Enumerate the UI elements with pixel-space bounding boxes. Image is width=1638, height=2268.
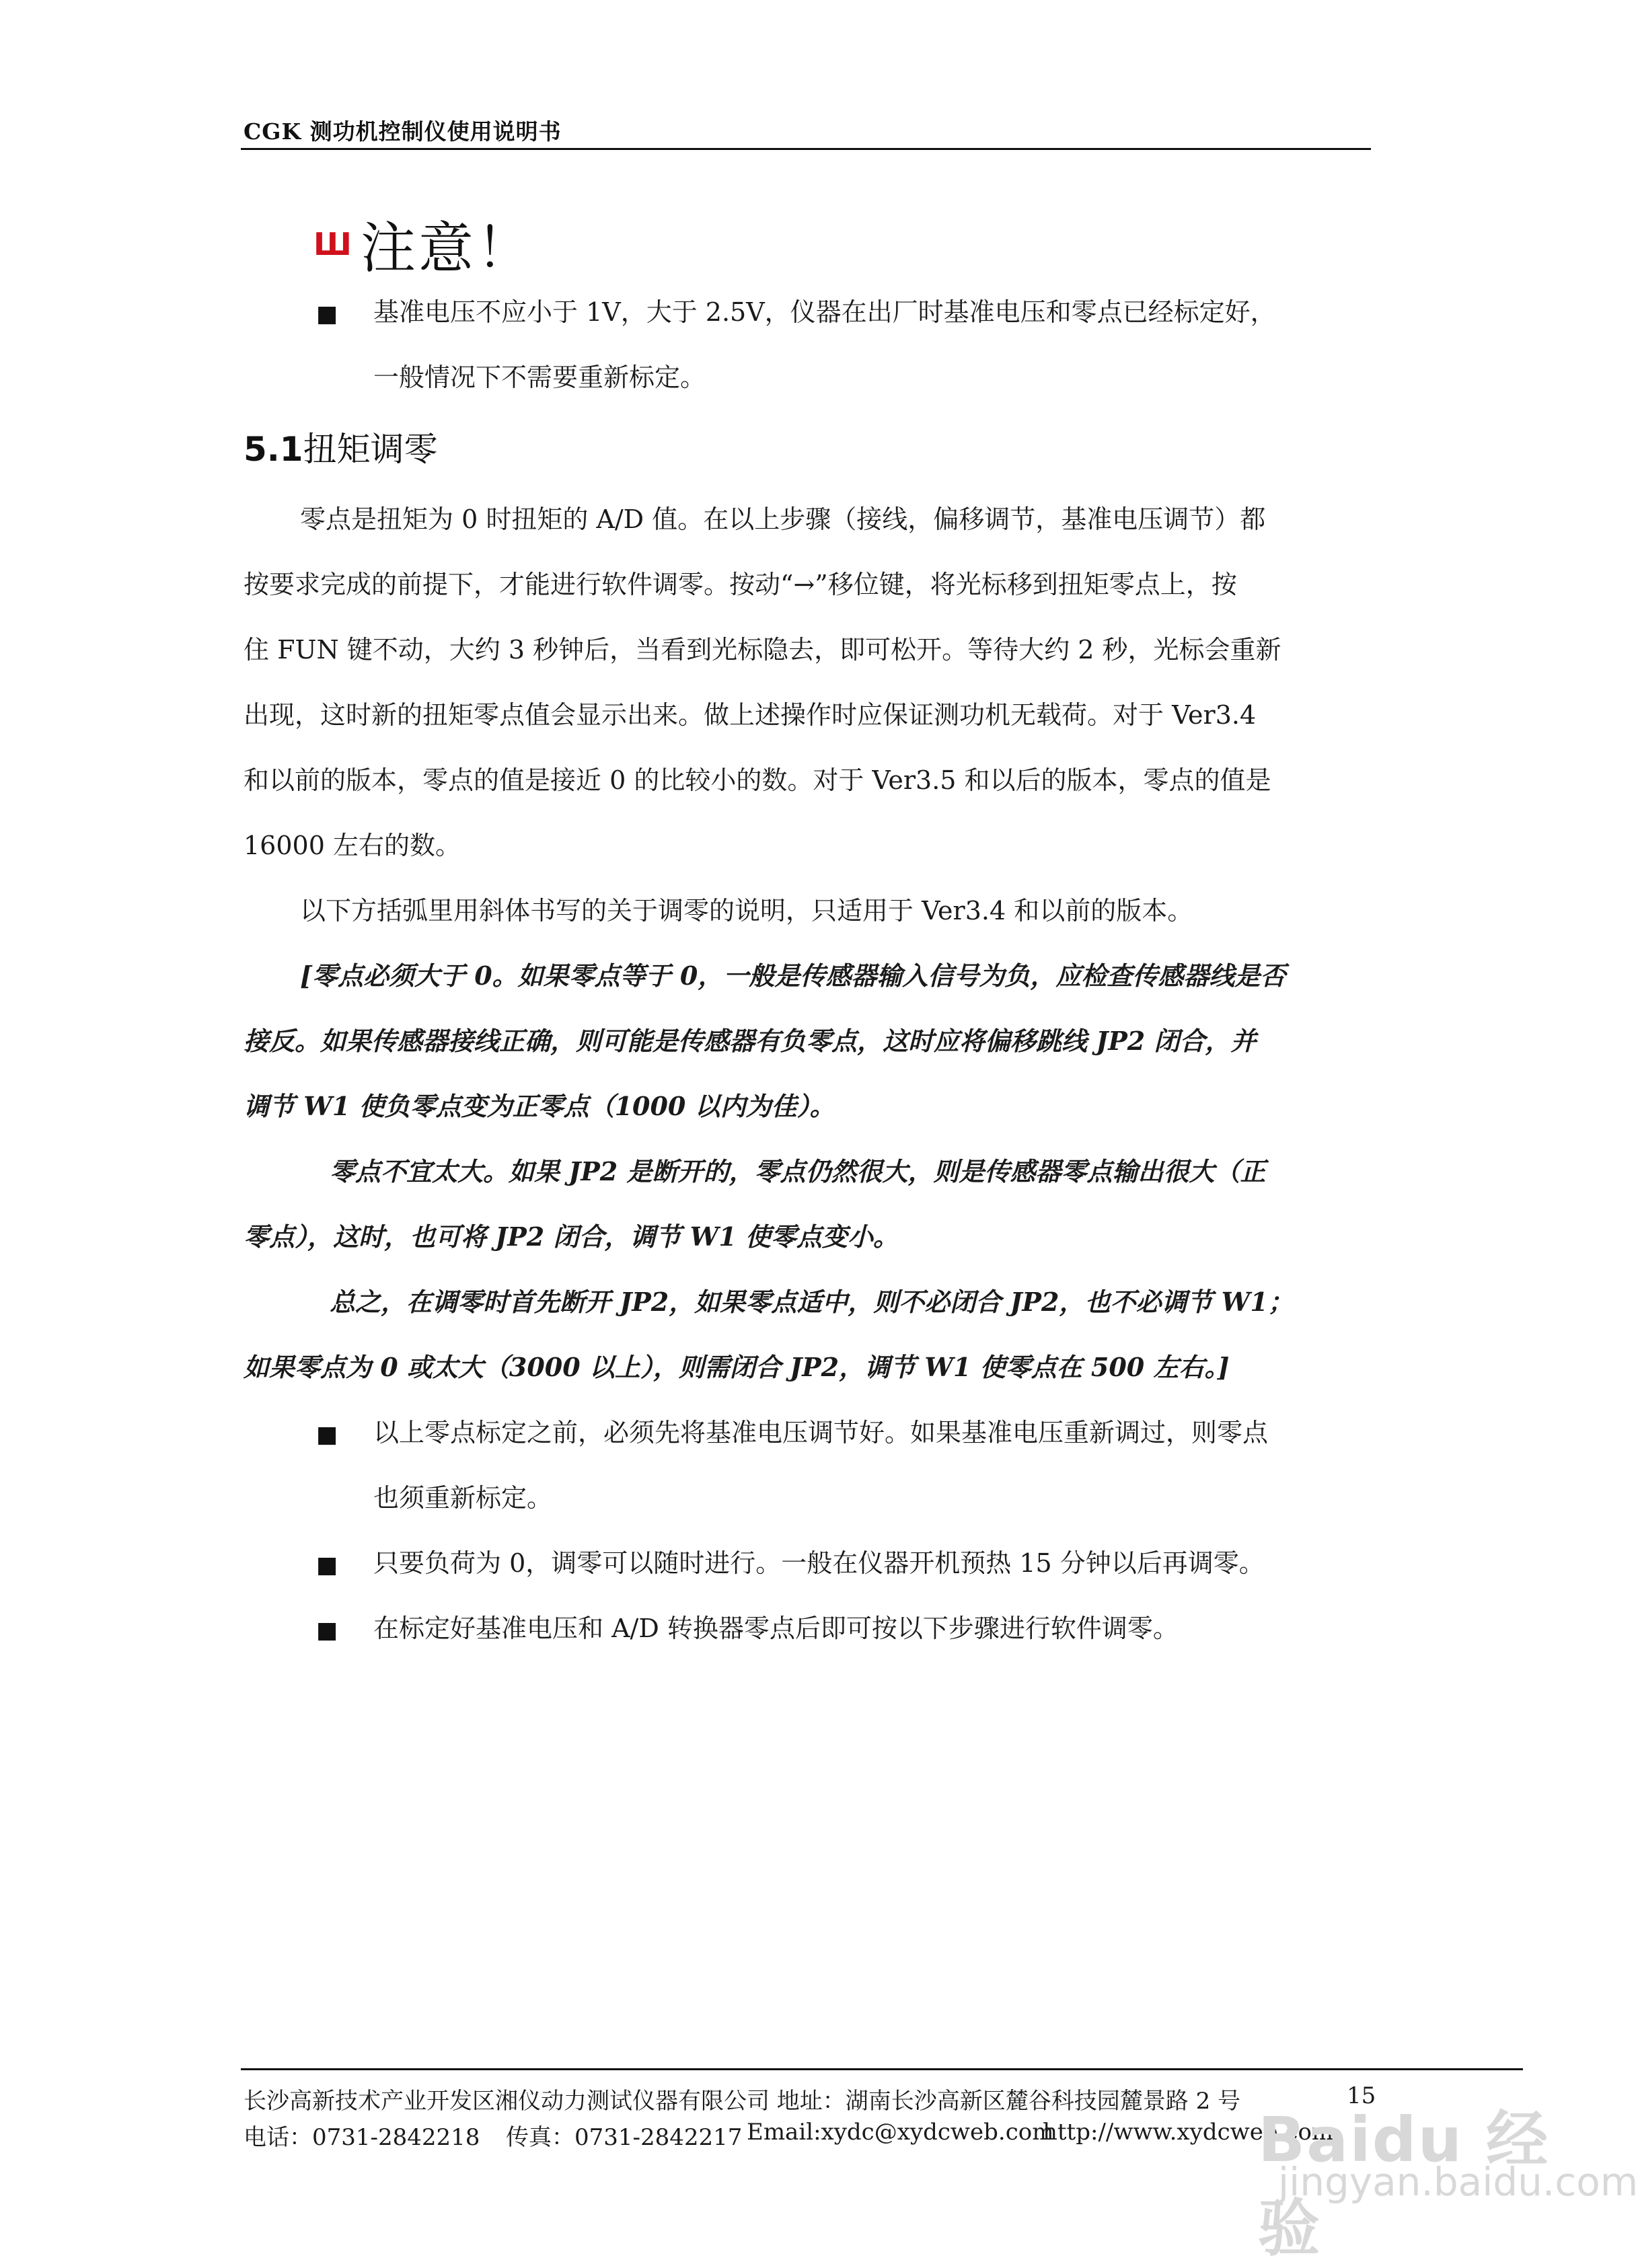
italic-note-line: 零点不宜太大。如果 JP2 是断开的，零点仍然很大，则是传感器零点输出很大（正 — [330, 1156, 1266, 1186]
footer-url[interactable]: http://www.xydcweb.com — [1043, 2119, 1334, 2146]
warning-icon: Ш — [313, 226, 352, 262]
bullet-square-icon: ■ — [316, 1617, 338, 1644]
bullet-square-icon: ■ — [316, 301, 338, 328]
bullet-square-icon: ■ — [316, 1552, 338, 1579]
bullet-text: 在标定好基准电压和 A/D 转换器零点后即可按以下步骤进行软件调零。 — [373, 1614, 1179, 1643]
bullet-square-icon: ■ — [316, 1421, 338, 1448]
watermark-url: jingyan.baidu.com — [1278, 2159, 1638, 2205]
header-divider — [241, 148, 1371, 150]
warning-title: 注意！ — [361, 217, 535, 280]
paragraph-line: 16000 左右的数。 — [244, 831, 461, 860]
footer-company-address: 长沙高新技术产业开发区湘仪动力测试仪器有限公司 地址：湖南长沙高新区麓谷科技园麓景路 2 号 — [244, 2088, 1241, 2115]
section-heading — [244, 422, 438, 471]
footer-email[interactable]: Email:xydc@xydcweb.com — [747, 2119, 1054, 2146]
bullet-text: 以上零点标定之前，必须先将基准电压调节好。如果基准电压重新调过，则零点 — [373, 1418, 1269, 1447]
italic-note-line: 零点），这时，也可将 JP2 闭合，调节 W1 使零点变小。 — [244, 1221, 899, 1252]
bullet-text: 也须重新标定。 — [373, 1483, 553, 1513]
italic-note-line: [零点必须大于 0。如果零点等于 0，一般是传感器输入信号为负，应检查传感器线是否 — [300, 960, 1286, 991]
italic-note-line: 调节 W1 使负零点变为正零点（1000 以内为佳）。 — [244, 1091, 835, 1121]
section-title: 扭矩调零 — [303, 430, 438, 469]
footer-phone: 电话：0731-2842218 — [244, 2124, 480, 2151]
baidu-jingyan-watermark-logo: Baidu 经验 — [1258, 2104, 1550, 2265]
italic-note-line: 如果零点为 0 或太大（3000 以上），则需闭合 JP2，调节 W1 使零点在 500 左右。] — [244, 1352, 1230, 1382]
paragraph-line: 和以前的版本，零点的值是接近 0 的比较小的数。对于 Ver3.5 和以后的版本，零点的值是 — [244, 765, 1271, 795]
page-number: 15 — [1347, 2082, 1376, 2109]
footer-fax: 传真：0731-2842217 — [506, 2124, 743, 2151]
italic-note-line: 接反。如果传感器接线正确，则可能是传感器有负零点，这时应将偏移跳线 JP2 闭合，并 — [244, 1026, 1257, 1056]
note-line: 一般情况下不需要重新标定。 — [373, 363, 706, 392]
paragraph-line: 出现，这时新的扭矩零点值会显示出来。做上述操作时应保证测功机无载荷。对于 Ver3.4 — [244, 700, 1257, 730]
document-header-title: CGK 测功机控制仪使用说明书 — [244, 118, 562, 145]
bullet-text: 只要负荷为 0，调零可以随时进行。一般在仪器开机预热 15 分钟以后再调零。 — [373, 1548, 1265, 1578]
paragraph-line: 按要求完成的前提下，才能进行软件调零。按动“→”移位键，将光标移到扭矩零点上，按 — [244, 570, 1237, 599]
paragraph-line: 住 FUN 键不动，大约 3 秒钟后，当看到光标隐去，即可松开。等待大约 2 秒，光标会重新 — [244, 635, 1281, 665]
paragraph-line: 零点是扭矩为 0 时扭矩的 A/D 值。在以上步骤（接线，偏移调节，基准电压调节）都 — [300, 504, 1266, 534]
italic-note-line: 总之，在调零时首先断开 JP2，如果零点适中，则不必闭合 JP2，也不必调节 W1； — [330, 1287, 1294, 1317]
footer-divider — [241, 2068, 1523, 2070]
section-number: 5.1 — [244, 430, 303, 469]
note-line: 基准电压不应小于 1V，大于 2.5V，仪器在出厂时基准电压和零点已经标定好， — [373, 297, 1276, 327]
paragraph-line: 以下方括弧里用斜体书写的关于调零的说明，只适用于 Ver3.4 和以前的版本。 — [300, 896, 1193, 925]
